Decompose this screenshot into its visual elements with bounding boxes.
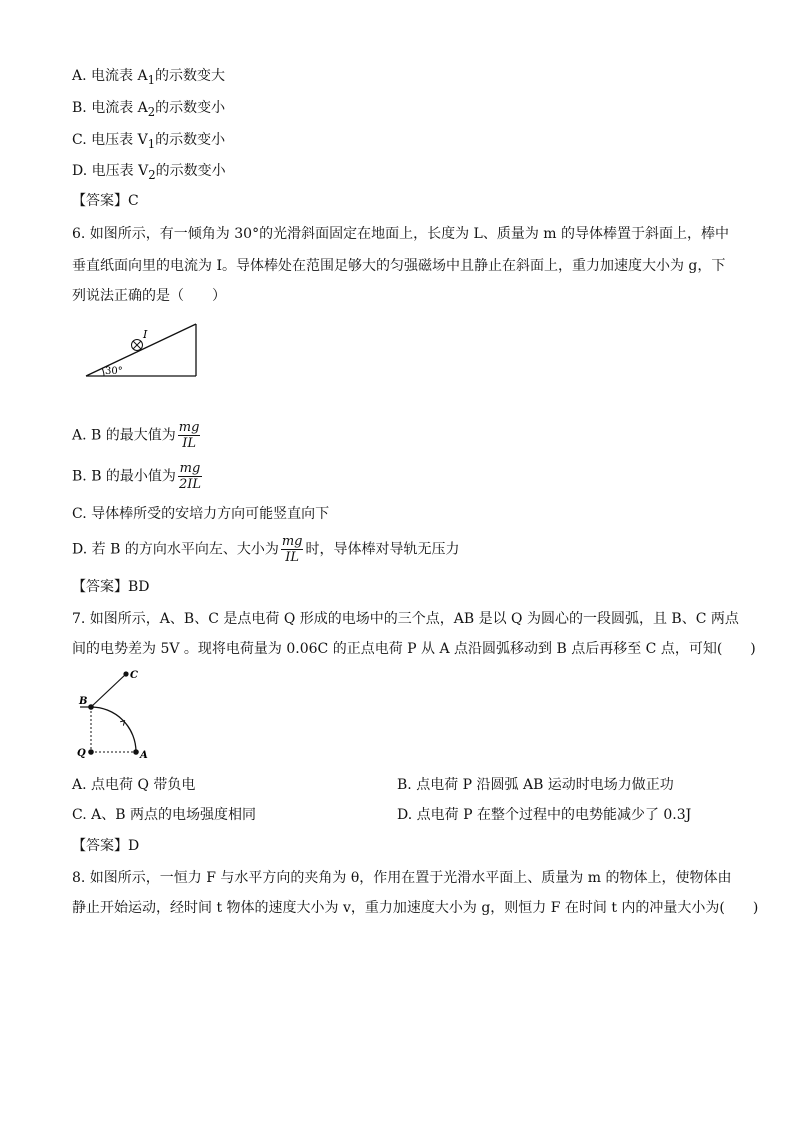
q7-option-d: D. 点电荷 P 在整个过程中的电势能减少了 0.3J: [397, 807, 692, 823]
q6-stem-line1: 6. 如图所示，有一倾角为 30°的光滑斜面固定在地面上，长度为 L、质量为 m 的导体棒置于斜面上，棒中: [72, 226, 729, 242]
q5-option-b: B. 电流表 $A_2$的示数变小: [72, 100, 226, 119]
q5-option-d: D. 电压表 $V_2$的示数变小: [72, 163, 226, 182]
label-q: Q: [77, 748, 86, 759]
label-c: C: [130, 670, 138, 681]
point-a: [133, 749, 139, 755]
point-q: [88, 749, 94, 755]
q7-option-c: C. A、B 两点的电场强度相同: [72, 807, 256, 823]
arc-ab: [91, 707, 136, 752]
q8-stem-line2: 静止开始运动，经时间 t 物体的速度大小为 v，重力加速度大小为 g，则恒力 F 在时间 t 内的冲量大小为( ): [72, 900, 759, 916]
q6-option-b: B. B 的最小值为 $\frac{mg}{2IL}$: [72, 461, 201, 492]
q6-incline-figure: [80, 320, 210, 382]
angle-label: 30°: [105, 366, 123, 377]
q6-stem-line2: 垂直纸面向里的电流为 I。导体棒处在范围足够大的匀强磁场中且静止在斜面上，重力加速度大小为 g，下: [72, 258, 726, 274]
current-label: I: [143, 328, 148, 341]
point-b: [88, 704, 94, 710]
q5-option-c: C. 电压表 $V_1$的示数变小: [72, 132, 226, 151]
q6-option-c: C. 导体棒所受的安培力方向可能竖直向下: [72, 506, 330, 522]
q6-stem-line3: 列说法正确的是（ ）: [72, 288, 226, 304]
current-into-page-symbol: [132, 340, 143, 351]
q6-answer: 【答案】BD: [72, 579, 150, 595]
q7-stem-line1: 7. 如图所示，A、B、C 是点电荷 Q 形成的电场中的三个点，AB 是以 Q 为圆心的一段圆弧，且 B、C 两点: [72, 611, 739, 627]
q7-option-a: A. 点电荷 Q 带负电: [72, 777, 196, 793]
q6-option-a: A. B 的最大值为 $\frac{mg}{IL}$: [72, 420, 200, 451]
q7-answer: 【答案】D: [72, 838, 140, 854]
label-a: A: [140, 750, 148, 761]
q7-field-figure: [72, 664, 162, 764]
label-b: B: [79, 696, 88, 707]
q6-option-d: D. 若 B 的方向水平向左、大小为 $\frac{mg}{IL}$ 时，导体棒对导轨无压力: [72, 534, 460, 565]
bc-segment: [91, 674, 126, 707]
point-c: [123, 671, 128, 676]
q5-answer: 【答案】C: [72, 193, 139, 209]
q8-stem-line1: 8. 如图所示，一恒力 F 与水平方向的夹角为 θ，作用在置于光滑水平面上、质量为 m 的物体上，使物体由: [72, 870, 732, 886]
q5-option-a: A. 电流表 $A_1$的示数变大: [72, 68, 225, 87]
q7-stem-line2: 间的电势差为 5V 。现将电荷量为 0.06C 的正点电荷 P 从 A 点沿圆弧移动到 B 点后再移至 C 点，可知( ): [72, 641, 756, 657]
angle-arc: [102, 368, 104, 376]
q7-option-b: B. 点电荷 P 沿圆弧 AB 运动时电场力做正功: [397, 777, 674, 793]
